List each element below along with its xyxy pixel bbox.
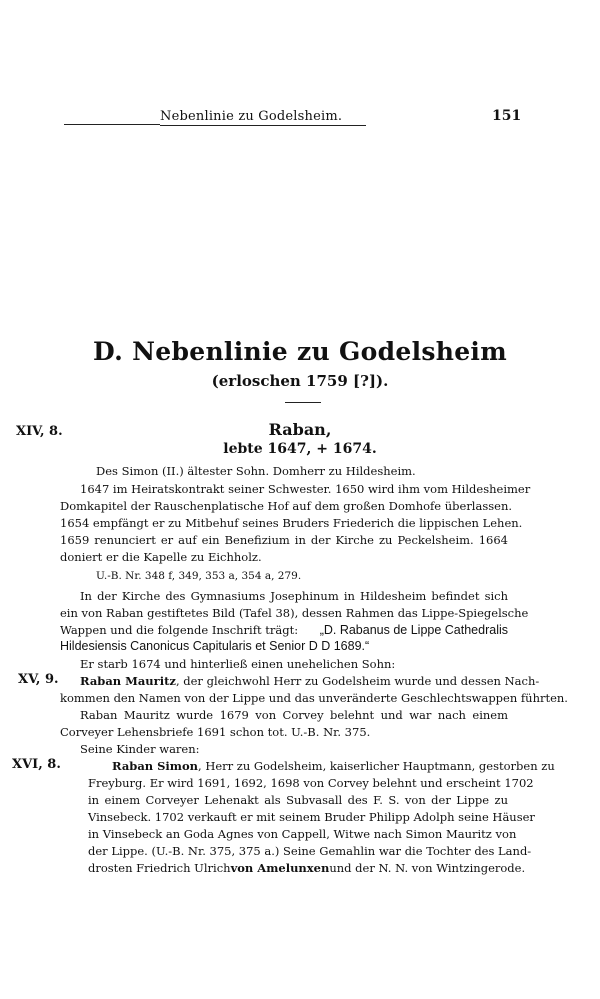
body-line: [88, 860, 526, 877]
body-line: kommen den Namen von der Lippe und das unveränderte Geschlechtswappen führten.: [60, 691, 568, 705]
body-line: der Lippe. (U.-B. Nr. 375, 375 a.) Seine Gemahlin war die Tochter des Land-: [88, 844, 532, 858]
entry-dates: lebte 1647, + 1674.: [223, 441, 377, 457]
body-line: In der Kirche des Gymnasiums Josephinum in Hildesheim befindet sich: [80, 589, 508, 603]
body-line: Vinsebeck. 1702 verkauft er mit seinem Bruder Philipp Adolph seine Häuser: [88, 810, 535, 824]
body-line: Raban Mauritz wurde 1679 von Corvey belehnt und war nach einem: [80, 708, 508, 722]
generation-label-xvi: XVI, 8.: [12, 757, 61, 772]
body-text: drosten Friedrich Ulrich: [88, 861, 231, 875]
inscription-text: Hildesiensis Canonicus Capitularis et Senior D D 1689.“: [60, 639, 370, 653]
body-line: [80, 673, 540, 690]
body-line: Er starb 1674 und hinterließ einen unehelichen Sohn:: [80, 657, 396, 671]
inscription-text: „D. Rabanus de Lippe Cathedralis: [319, 623, 508, 637]
section-subtitle: (erloschen 1759 [?]).: [211, 372, 389, 390]
generation-label-xiv: XIV, 8.: [16, 424, 63, 439]
title-divider: [285, 402, 321, 403]
body-line: in Vinsebeck an Goda Agnes von Cappell, Witwe nach Simon Mauritz von: [88, 827, 517, 841]
body-line: 1659 renunciert er auf ein Benefizium in der Kirche zu Peckelsheim. 1664: [60, 533, 508, 547]
page-number: 151: [492, 108, 522, 124]
body-line: [60, 622, 508, 639]
generation-label-xv: XV, 9.: [18, 672, 59, 687]
body-line: Domkapitel der Rauschenplatische Hof auf dem großen Domhofe überlassen.: [60, 499, 513, 513]
body-line: [112, 758, 555, 775]
body-text: Wappen und die folgende Inschrift trägt:: [60, 623, 299, 637]
person-name: Raban Mauritz: [80, 674, 176, 688]
header-rule: [64, 124, 160, 125]
source-reference: U.-B. Nr. 348 f, 349, 353 a, 354 a, 279.: [96, 570, 302, 582]
person-name: Raban Simon: [112, 759, 199, 773]
body-line: Seine Kinder waren:: [80, 742, 200, 756]
body-line: in einem Corveyer Lehenakt als Subvasall des F. S. von der Lippe zu: [88, 793, 508, 807]
body-line: Freyburg. Er wird 1691, 1692, 1698 von Corvey belehnt und erscheint 1702: [88, 776, 534, 790]
body-text: , Herr zu Godelsheim, kaiserlicher Hauptmann, gestorben zu: [198, 759, 555, 773]
body-text: und der N. N. von Wintzingerode.: [329, 861, 526, 875]
running-header-title: Nebenlinie zu Godelsheim.: [160, 109, 366, 126]
body-line: 1654 empfängt er zu Mitbehuf seines Bruders Friederich die lippischen Lehen.: [60, 516, 523, 530]
body-line: Des Simon (II.) ältester Sohn. Domherr zu Hildesheim.: [96, 464, 416, 478]
person-name: von Amelunxen: [230, 861, 330, 875]
entry-name: Raban,: [268, 420, 332, 439]
body-text: , der gleichwohl Herr zu Godelsheim wurde und dessen Nach-: [175, 674, 540, 688]
body-line: 1647 im Heiratskontrakt seiner Schwester. 1650 wird ihm vom Hildesheimer: [80, 482, 531, 496]
body-line: doniert er die Kapelle zu Eichholz.: [60, 550, 262, 564]
body-line: ein von Raban gestiftetes Bild (Tafel 38), dessen Rahmen das Lippe-Spiegelsche: [60, 606, 529, 620]
body-line: Corveyer Lehensbriefe 1691 schon tot. U.-B. Nr. 375.: [60, 725, 371, 739]
section-title: D. Nebenlinie zu Godelsheim: [93, 337, 507, 366]
